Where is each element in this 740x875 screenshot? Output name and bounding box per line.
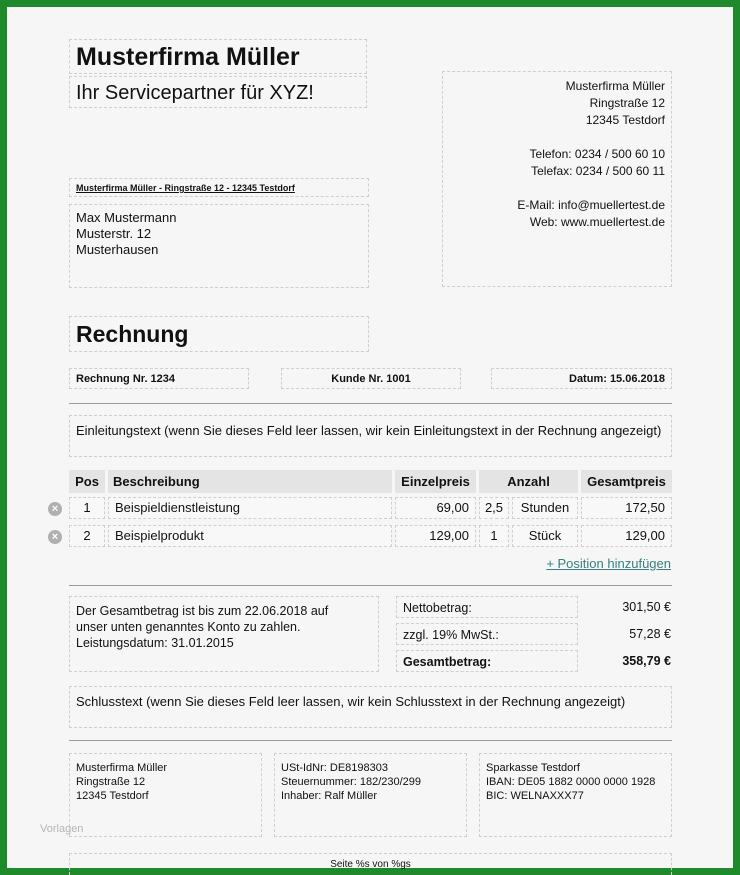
recipient-line: Musterhausen	[76, 242, 159, 257]
page-number: Seite %s von %gs	[330, 859, 411, 870]
col-header-unit-price: Einzelpreis	[395, 470, 476, 493]
footer-line: Sparkasse Testdorf	[486, 762, 580, 774]
invoice-number: Rechnung Nr. 1234	[76, 373, 176, 385]
footer-tax-field[interactable]	[274, 753, 467, 837]
customer-number: Kunde Nr. 1001	[331, 373, 411, 385]
delete-row-icon[interactable]: ×	[48, 530, 62, 544]
customer-number-field[interactable]	[281, 368, 461, 389]
vat-label: zzgl. 19% MwSt.:	[403, 628, 499, 642]
payment-terms-line: Der Gesamtbetrag ist bis zum 22.06.2018 auf	[76, 604, 329, 618]
company-name-field[interactable]	[69, 39, 367, 74]
return-address: Musterfirma Müller - Ringstraße 12 - 12345 Testdorf	[76, 183, 295, 193]
watermark-text: Vorlagen	[40, 823, 84, 835]
vat-label-field[interactable]	[396, 623, 578, 645]
footer-line: USt-IdNr: DE8198303	[281, 762, 388, 774]
sender-line: Ringstraße 12	[589, 96, 665, 110]
footer-line: Musterfirma Müller	[76, 762, 168, 774]
company-slogan: Ihr Servicepartner für XYZ!	[76, 82, 314, 104]
row-unit-price[interactable]: 129,00	[395, 525, 476, 547]
invoice-date-field[interactable]	[491, 368, 672, 389]
sender-line: Musterfirma Müller	[565, 79, 665, 93]
gross-value: 358,79 €	[622, 654, 671, 668]
col-header-pos: Pos	[69, 470, 105, 493]
sender-web: Web: www.muellertest.de	[529, 215, 665, 229]
footer-address-field[interactable]	[69, 753, 262, 837]
delete-row-icon[interactable]: ×	[48, 502, 62, 516]
row-unit[interactable]: Stunden	[512, 497, 578, 519]
col-header-quantity: Anzahl	[479, 470, 578, 493]
net-label-field[interactable]	[396, 596, 578, 618]
row-description[interactable]: Beispieldienstleistung	[108, 497, 392, 519]
company-slogan-field[interactable]	[69, 76, 367, 108]
gross-label: Gesamtbetrag:	[403, 655, 492, 669]
net-label: Nettobetrag:	[403, 601, 472, 615]
intro-text-field[interactable]	[69, 415, 672, 457]
page-number-field[interactable]	[69, 853, 672, 875]
payment-terms-line: unser unten genanntes Konto zu zahlen.	[76, 620, 301, 634]
sender-phone: Telefon: 0234 / 500 60 10	[529, 147, 665, 161]
row-total[interactable]: 129,00	[581, 525, 672, 547]
footer-bank-field[interactable]	[479, 753, 672, 837]
row-total[interactable]: 172,50	[581, 497, 672, 519]
row-pos[interactable]: 1	[69, 497, 105, 519]
intro-text: Einleitungstext (wenn Sie dieses Feld leer lassen, wir kein Einleitungstext in der Rechnung angezeigt)	[76, 423, 662, 438]
col-header-total: Gesamtpreis	[581, 470, 672, 493]
vat-value: 57,28 €	[629, 627, 671, 641]
footer-line: BIC: WELNAXXX77	[486, 790, 584, 802]
footer-line: Inhaber: Ralf Müller	[281, 790, 377, 802]
closing-text: Schlusstext (wenn Sie dieses Feld leer lassen, wir kein Schlusstext in der Rechnung angezeigt)	[76, 694, 626, 709]
divider	[69, 585, 672, 586]
gross-label-field[interactable]	[396, 650, 578, 672]
sender-contact-box[interactable]	[442, 71, 672, 287]
footer-line: 12345 Testdorf	[76, 790, 149, 802]
net-value: 301,50 €	[622, 600, 671, 614]
footer-line: Ringstraße 12	[76, 776, 146, 788]
divider	[69, 403, 672, 404]
payment-terms-field[interactable]	[69, 596, 379, 672]
footer-line: IBAN: DE05 1882 0000 0000 1928	[486, 776, 656, 788]
row-description[interactable]: Beispielprodukt	[108, 525, 392, 547]
invoice-date: Datum: 15.06.2018	[569, 373, 665, 385]
document-title: Rechnung	[76, 321, 189, 347]
company-name: Musterfirma Müller	[76, 43, 300, 71]
invoice-number-field[interactable]	[69, 368, 249, 389]
document-title-field[interactable]	[69, 316, 369, 352]
row-quantity[interactable]: 2,5	[479, 497, 509, 519]
recipient-address-field[interactable]	[69, 204, 369, 288]
row-quantity[interactable]: 1	[479, 525, 509, 547]
row-unit-price[interactable]: 69,00	[395, 497, 476, 519]
closing-text-field[interactable]	[69, 686, 672, 728]
recipient-line: Musterstr. 12	[76, 226, 152, 241]
payment-terms-line: Leistungsdatum: 31.01.2015	[76, 636, 234, 650]
sender-email: E-Mail: info@muellertest.de	[517, 198, 665, 212]
col-header-description: Beschreibung	[108, 470, 392, 493]
recipient-line: Max Mustermann	[76, 210, 177, 225]
sender-fax: Telefax: 0234 / 500 60 11	[531, 164, 665, 178]
return-address-field[interactable]	[69, 178, 369, 197]
footer-line: Steuernummer: 182/230/299	[281, 776, 422, 788]
sender-line: 12345 Testdorf	[585, 113, 665, 127]
row-unit[interactable]: Stück	[512, 525, 578, 547]
row-pos[interactable]: 2	[69, 525, 105, 547]
add-position-link[interactable]: + Position hinzufügen	[546, 556, 671, 571]
divider	[69, 740, 672, 741]
